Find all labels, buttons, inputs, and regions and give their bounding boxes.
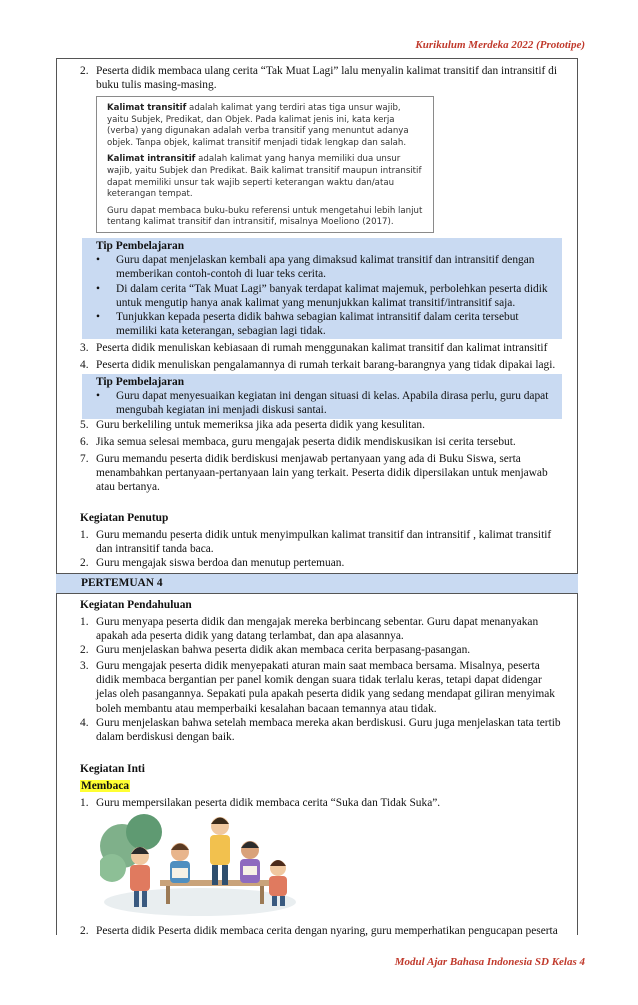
list-item: 7. Guru memandu peserta didik berdiskusi menjawab pertanyaan yang ada di Buku Siswa, serta menambahkan pertanyaan-pertanyaan lain yang terkait. Peserta didik dipersilakan untuk menjawab atau bertanya. (80, 453, 548, 494)
subsection-title: Membaca (81, 780, 130, 792)
list-item: 5. Guru berkeliling untuk memeriksa jika ada peserta didik yang kesulitan. (80, 419, 425, 431)
list-item: 1. Guru mempersilakan peserta didik membaca cerita “Suka dan Tidak Suka”. (80, 797, 441, 809)
section-title: Kegiatan Pendahuluan (80, 599, 192, 611)
pertemuan-heading: PERTEMUAN 4 (56, 573, 578, 594)
tip-bullet: • Guru dapat menjelaskan kembali apa yang dimaksud kalimat transitif dan intransitif dengan memberikan contoh-contoh di luar teks cerita. (96, 254, 535, 281)
page-header: Kurikulum Merdeka 2022 (Prototipe) (415, 39, 585, 51)
list-item: 3. Guru mengajak peserta didik menyepakati aturan main saat membaca bersama. Misalnya, peserta didik membaca bergantian per panel komik dengan suara tidak terlalu keras, tetapi dapat didengar jelas oleh pasangannya. Sepakati pula apakah peserta didik yang sedang mendapat giliran menyimak boleh membantu atau memperbaiki kesalahan bacaan temannya atau tidak. (80, 660, 555, 715)
page-footer: Modul Ajar Bahasa Indonesia SD Kelas 4 (394, 956, 585, 968)
info-box: Kalimat transitif adalah kalimat yang terdiri atas tiga unsur wajib, yaitu Subjek, Predikat, dan Objek. Pada kalimat jenis ini, kata kerja (verba) yang digunakan adalah verba transitif yang menuntut adanya objek. Tanpa objek, kalimat transitif menjadi tidak lengkap dan salah. Kalimat intransitif adalah kalimat yang hanya memiliki dua unsur wajib, yaitu Subjek dan Predikat. Baik kalimat transitif maupun intransitif dapat memiliki unsur tak wajib seperti keterangan waktu dan/atau keterangan tempat. Guru dapat membaca buku-buku referensi untuk mengetahui lebih lanjut tentang kalimat transitif dan intransitif, misalnya Moeliono (2017). (96, 96, 434, 233)
term-transitif: Kalimat transitif (107, 103, 187, 113)
tip-title: Tip Pembelajaran (96, 376, 185, 388)
children-reading-illustration (100, 806, 300, 920)
tip-bullet: • Tunjukkan kepada peserta didik bahwa sebagian kalimat intransitif dalam cerita tersebut memiliki kata keterangan, sebagian lagi tidak. (96, 311, 519, 338)
list-item: 3. Peserta didik menuliskan kebiasaan di rumah menggunakan kalimat transitif dan kalimat intransitif (80, 342, 548, 354)
list-item: 4. Guru menjelaskan bahwa setelah membaca mereka akan berdiskusi. Guru juga menjelaskan tata tertib dalam berdiskusi dengan baik. (80, 717, 561, 744)
tip-bullet: • Di dalam cerita “Tak Muat Lagi” banyak terdapat kalimat majemuk, perbolehkan peserta didik untuk mengutip hanya anak kalimat yang menunjukkan kalimat transitif/intransitif saja. (96, 282, 548, 309)
list-item: 2. Guru menjelaskan bahwa peserta didik akan membaca cerita berpasang-pasangan. (80, 644, 471, 656)
list-item: 6. Jika semua selesai membaca, guru mengajak peserta didik mendiskusikan isi cerita tersebut. (80, 436, 516, 448)
section-title: Kegiatan Penutup (80, 512, 169, 524)
tip-bullet: • Guru dapat menyesuaikan kegiatan ini dengan situasi di kelas. Apabila dirasa perlu, guru dapat mengubah kegiatan ini menjadi diskusi santai. (96, 390, 549, 417)
list-item: 1. Guru menyapa peserta didik dan mengajak mereka berbincang sebentar. Guru dapat menanyakan apakah ada peserta didik yang datang terlambat, dan apa alasannya. (80, 616, 539, 643)
list-item: 2. Guru mengajak siswa berdoa dan menutup pertemuan. (80, 557, 345, 569)
tip-box (82, 374, 562, 419)
tip-box (82, 238, 562, 339)
list-item: 1. Guru memandu peserta didik untuk menyimpulkan kalimat transitif dan intransitif , kalimat transitif dan intransitif tanda baca. (80, 529, 552, 556)
list-item: 2. Peserta didik membaca ulang cerita “Tak Muat Lagi” lalu menyalin kalimat transitif dan intransitif di buku tulis masing-masing. (80, 65, 558, 92)
section-title: Kegiatan Inti (80, 763, 145, 775)
tip-title: Tip Pembelajaran (96, 240, 185, 252)
list-item: 2. Peserta didik Peserta didik membaca cerita dengan nyaring, guru memperhatikan pengucapan peserta (80, 925, 558, 937)
list-item: 4. Peserta didik menuliskan pengalamannya di rumah terkait barang-barangnya yang tidak dipakai lagi. (80, 359, 556, 371)
info-reference: Guru dapat membaca buku-buku referensi untuk mengetahui lebih lanjut tentang kalimat transitif dan intransitif, misalnya Moeliono (2017). (107, 205, 423, 228)
term-intransitif: Kalimat intransitif (107, 154, 196, 165)
